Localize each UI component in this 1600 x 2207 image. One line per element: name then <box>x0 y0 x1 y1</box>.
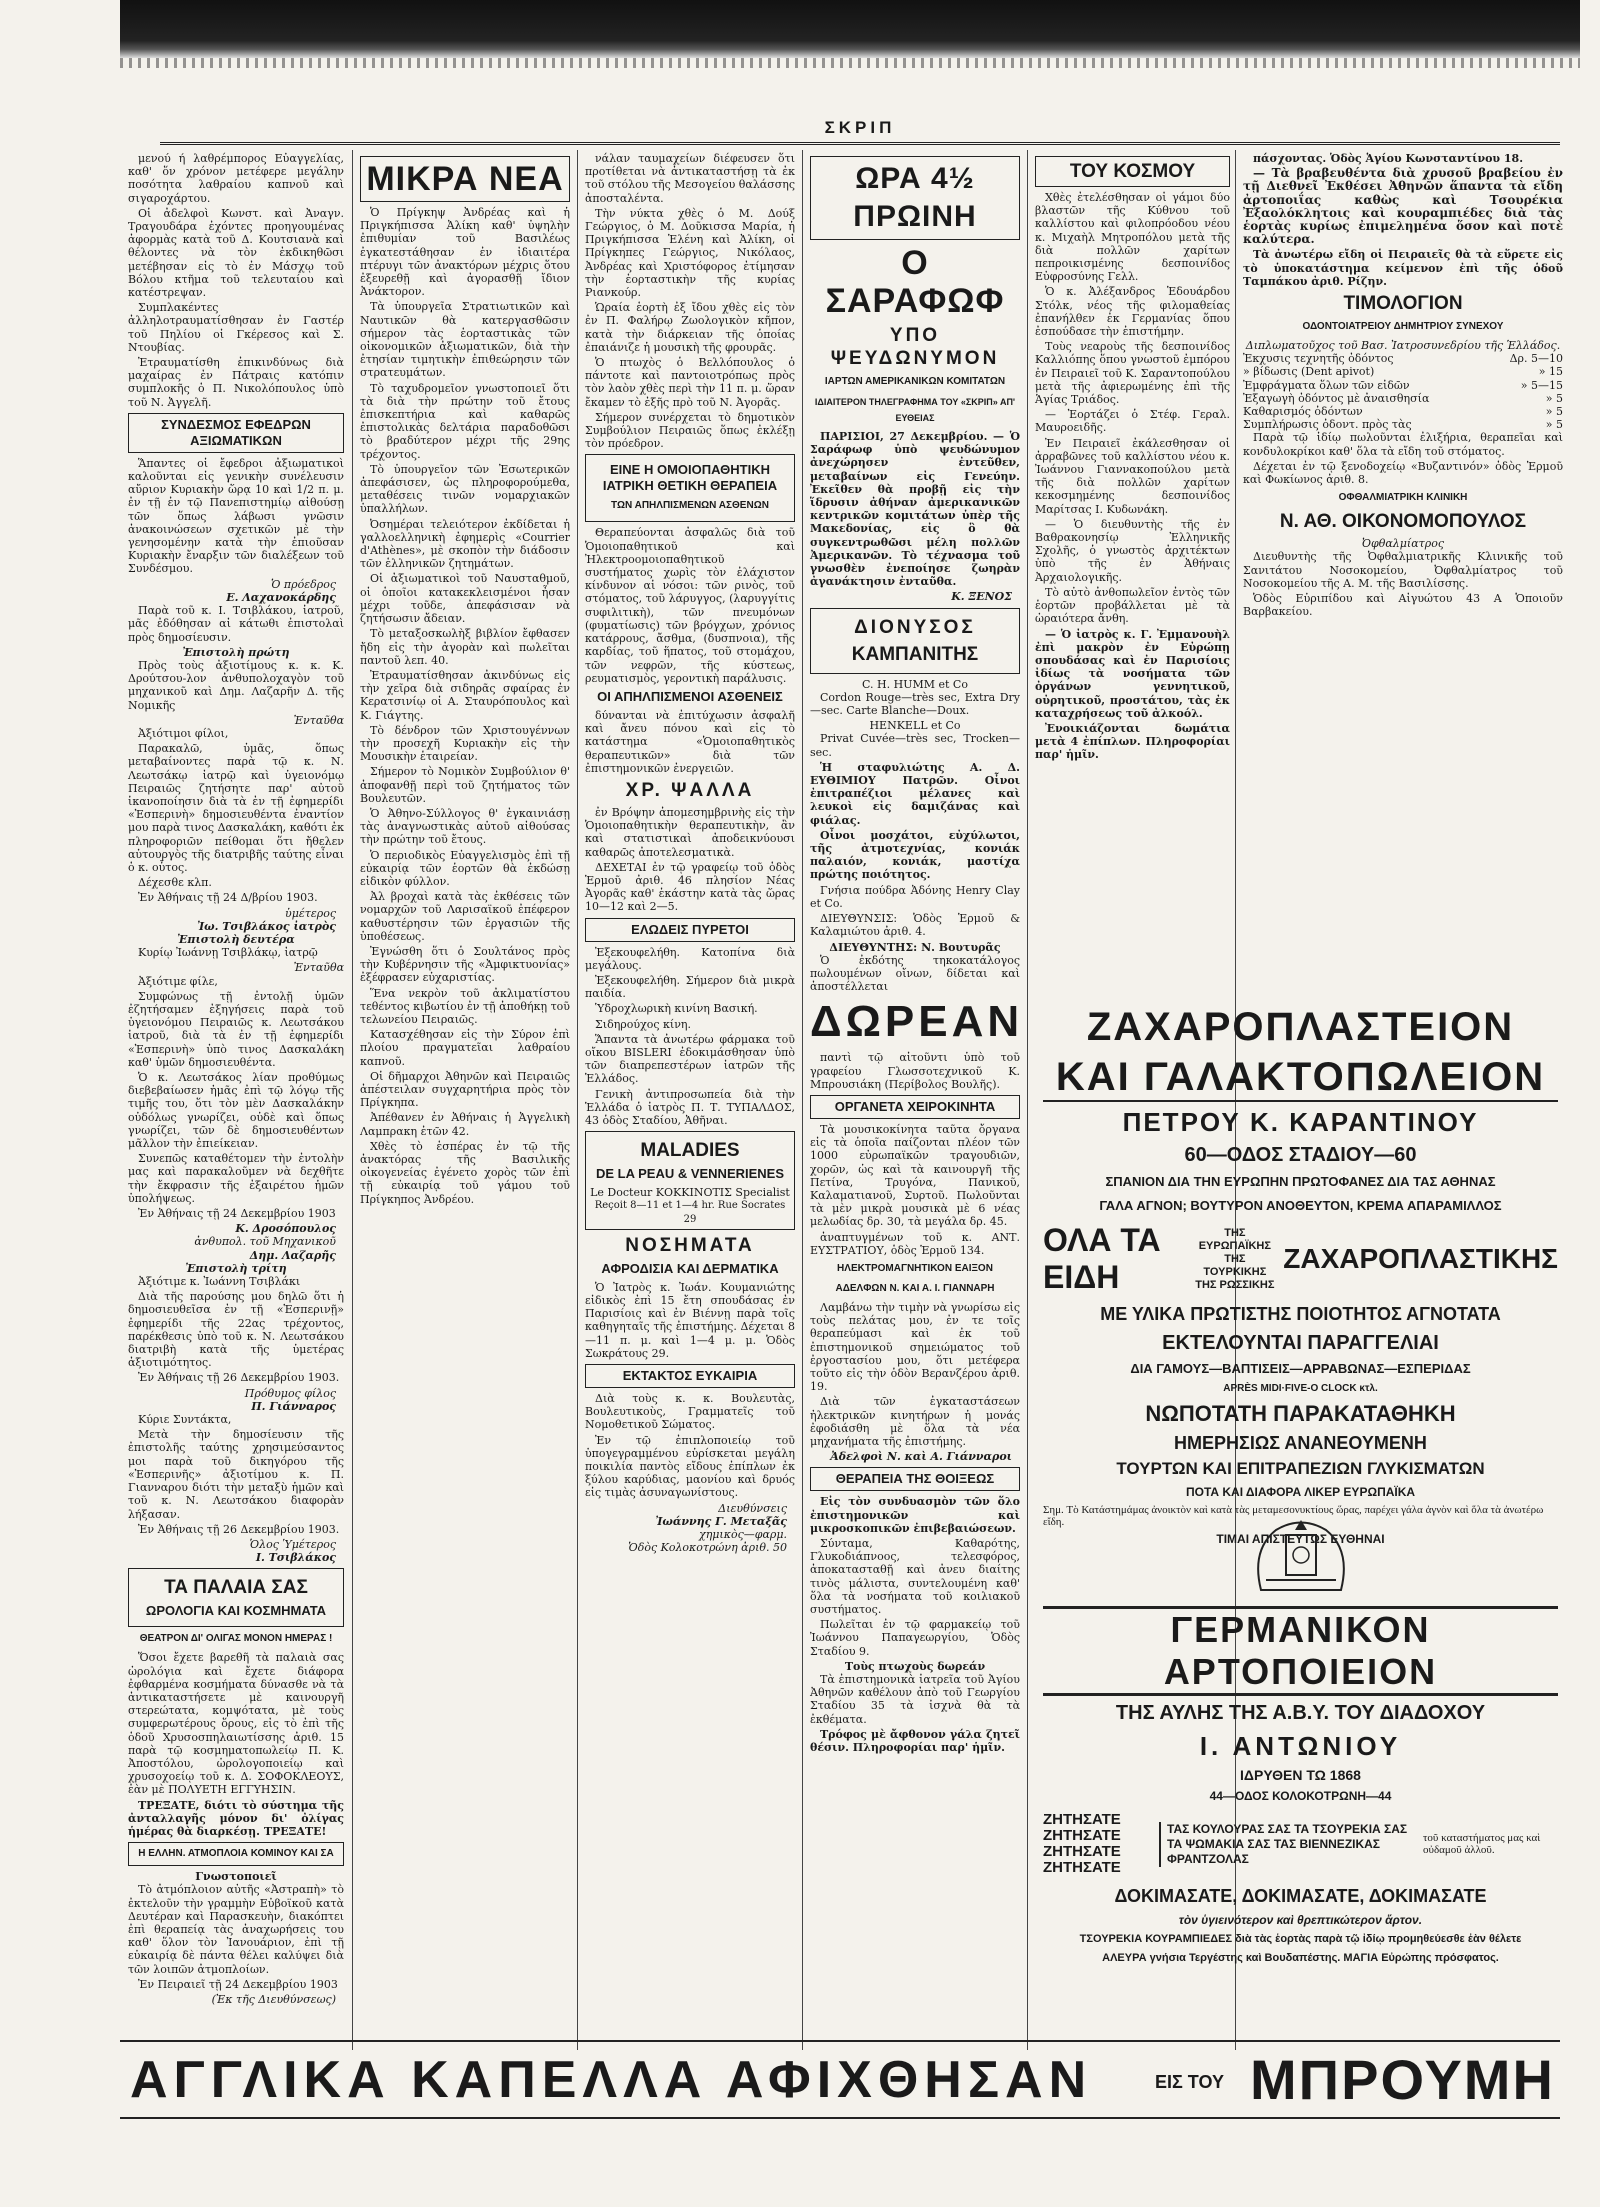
section-title: ΩΡΑ 4½ ΠΡΩΙΝΗ <box>810 156 1020 240</box>
ad-heading: ΖΑΧΑΡΟΠΛΑΣΤΙΚΗΣ <box>1283 1243 1558 1274</box>
ad-heading: DE LA PEAU & VENNERIENES <box>595 1166 785 1182</box>
paragraph: Κυρίῳ Ἰωάννῃ Τσιβλάκῳ, ἰατρῷ <box>138 946 318 960</box>
column-5 <box>1035 152 1230 992</box>
ad-heading: ΔΙΟΝΥΣΟΣ <box>854 616 976 638</box>
paragraph: Ὁ ἐκδότης τηκοκατάλογος πωλουμένων οἴνων, δίδεται καὶ ἀποστέλλεται <box>810 953 1020 994</box>
paragraph: ΤΡΕΞΑΤΕ, διότι τὸ σύστημα τῆς ἀνταλλαγῆς μόνον δι' ὀλίγας ἡμέρας θὰ διαρκέσῃ. ΤΡΕΞΑΤΕ! <box>128 1798 344 1838</box>
paragraph: Μετὰ τὴν δημοσίευσιν τῆς ἐπιστολῆς ταύτης χρησιμεύσαντος μοι παρὰ τοῦ δικηγόρου τῆς «Ἑσπερινῆς» ἀξιοτίμου κ. Π. Γιανναρου διότι τὴν μεταξὺ ἡμῶν καὶ τοῦ κ. Ν. Λεωτσάκου διαφορὰν λήξασαν. <box>128 1428 344 1521</box>
ad-heading: ΚΑΙ ΓΑΛΑΚΤΟΠΩΛΕΙΟΝ <box>1043 1054 1558 1102</box>
ad-heading: ΕΚΤΕΛΟΥΝΤΑΙ ΠΑΡΑΓΓΕΛΙΑΙ <box>1162 1332 1439 1354</box>
price-item: Συμπλήρωσις ὀδοντ. πρὸς τὰς <box>1243 418 1412 432</box>
paragraph: Τὰ ἐπιστημονικὰ ἰατρεῖα τοῦ Ἀγίου Ἀθηνῶν καθέλουν ἀπὸ τοῦ Γεωργίου Σταδίου 35 τὰ ἰσχνὰ θὰ τὰ ἐκθέματα. <box>810 1673 1020 1726</box>
ad-heading: ΤΩΝ ΑΠΗΛΠΙΣΜΕΝΩΝ ΑΣΘΕΝΩΝ <box>611 500 769 512</box>
paragraph: Οἱ ἀδελφοὶ Κωνστ. καὶ Ἀναγν. Τραγουδάρα ἐχόντες προηγουμένας ἀφορμὰς κατὰ τοῦ Δ. Κουτσιανὰ καὶ θέλοντες νὰ τὸν ἐκδικηθῶσι μετέβησαν εἰς τὸ ἐν Μάσχῳ τοῦ Βόλου κτῆμα τοῦ τελευταίου καὶ κατέστρεψαν. <box>128 206 344 300</box>
ad-heading: ΤΑΣ ΚΟΥΛΟΥΡΑΣ ΣΑΣ ΤΑ ΤΣΟΥΡΕΚΙΑ ΣΑΣ ΤΑ ΨΩΜΑΚΙΑ ΣΑΣ ΤΑΣ ΒΙΕΝΝΕΖΙΚΑΣ ΦΡΑΝΤΖΟΛΑΣ <box>1159 1822 1417 1867</box>
text-line: Ἐνταῦθα <box>293 961 344 975</box>
text-line: Τοὺς πτωχοὺς δωρεάν <box>844 1659 986 1673</box>
ad-heading: ΣΠΑΝΙΟΝ ΔΙΑ ΤΗΝ ΕΥΡΩΠΗΝ ΠΡΩΤΟΦΑΝΕΣ ΔΙΑ ΤΑΣ ΑΘΗΝΑΣ <box>1105 1174 1496 1189</box>
paragraph: Συνεπῶς καταθέτομεν τὴν ἐντολὴν μας καὶ παρακαλοῦμεν νὰ δεχθῆτε τὴν ἔκφρασιν τῆς ἐξαιρέτου ἡμῶν ὑπολήψεως. <box>128 1152 344 1205</box>
paragraph: Παρακαλῶ, ὑμᾶς, ὅπως μεταβαίνοντες παρὰ τῷ κ. Ν. Λεωτσάκῳ ἰατρῷ καὶ ὑγειονόμῳ Πειραιῶς ζητήσητε παρ' αὐτοῦ ἱκανοποίησιν διὰ τὰ ἐν τῇ ἐφημερίδι «Ἑσπερινὴ» δημοσιευθέντα ἐναντίον μου παρὰ τινος Δασκαλάκη, καθότι ἐκ πληροφοριῶν πείθομαι ὅτι ἤθελεν αὐτουργὸς τῆς διατριβῆς ταύτης εἶναι ὁ κ. οὗτος. <box>128 742 344 874</box>
paragraph: Ὁ Πρίγκηψ Ἀνδρέας καὶ ἡ Πριγκήπισσα Ἀλίκη καθ' ὑψηλὴν ἐπιθυμίαν τοῦ Βασιλέως ἐγκατεστάθησαν ἐν ἰδιαιτέρα πτέρυγι τῶν ἀνακτόρων μέχρις ὅτου ἐξευρεθῇ καὶ ἀγορασθῇ ἴδιον Ἀνάκτορον. <box>360 206 570 299</box>
ad-heading: ΕΚΤΑΚΤΟΣ ΕΥΚΑΙΡΙΑ <box>585 1364 795 1388</box>
paragraph: Ἐν τῷ ἐπιπλοποιείῳ τοῦ ὑπογεγραμμένου εὑρίσκεται μεγάλη ποικιλία παντὸς εἴδους ἐπίπλων ἐκ ξύλου καρύδιας, μαονίου καὶ δρυός εἰς τιμὰς ἀσυναγωνίστους. <box>585 1433 795 1500</box>
text-line: Ἐνταῦθα <box>293 713 344 727</box>
paragraph: Κύριε Συντάκτα, <box>138 1413 232 1427</box>
ad-heading: ΓΑΛΑ ΑΓΝΟΝ; ΒΟΥΤΥΡΟΝ ΑΝΟΘΕΥΤΟΝ, ΚΡΕΜΑ ΑΠΑΡΑΜΙΛΛΟΣ <box>1099 1198 1502 1213</box>
banner-mid-text: ΕΙΣ ΤΟΥ <box>1155 2072 1224 2092</box>
signature: Ε. Λαχανοκάρδης <box>226 590 336 604</box>
paragraph: νάλαν ταυμαχείων διέφευσεν ὅτι προτίθεται νὰ ἀντικαταστήσῃ τὰ ἐκ τοῦ στόλου τῆς Μεσογείου θαλάσσης ἀποσταλέντα. <box>585 152 795 205</box>
paragraph: Ἐν Πειραιεῖ ἐκάλεσθησαν οἱ ἀρραβῶνες τοῦ καλλίστου νέου κ. Ἰωάννου Γιαννακοπούλου μετὰ τῆς διὰ πολλῶν χαρίτων κεκοσμημένης δεσποινίδος Μαρίτσας Ι. Κυδωνάκη. <box>1035 436 1230 516</box>
paragraph: Τὰ μουσικοκίνητα ταῦτα ὄργανα εἰς τὰ ὁποῖα παίζονται πλέον τῶν 1000 εὐρωπαϊκῶν τραγουδιῶν, χορῶν, ὡς καὶ τὰ καινουργῆ τῆς Πετίνα, Τρυγόνα, Πανικοῦ, Καλαματιανοῦ, Συρτοῦ. Πωλοῦνται τὰ μὲν μικρὰ μουσικὰ μὲ 6 νέας μελωδίας δρ. 30, τὰ μεγάλα δρ. 45. <box>810 1122 1020 1229</box>
paragraph: Σύνταμα, Καθαρότης, Γλυκοδιάπνοος, τελεσφόρος, ἀποκατασταθῇ καὶ ἀνευ διαίτης τινὸς μάλιστα, συντελουμένη καθ' ὅλα τὰ νοσήματα τοῦ κοιλιακοῦ συστήματος. <box>810 1537 1020 1617</box>
paragraph: Τὸ ταχυδρομεῖον γνωστοποιεῖ ὅτι τὰ διὰ τὴν πρώτην τοῦ ἔτους ἐπισκεπτήρια καὶ καθαρῶς ἐπιστολικὰς δελτάρια παραδοθῶσι τὸ βραδύτερον μέχρι τῆς 29ης τρέχοντος. <box>360 381 570 461</box>
crest-icon <box>1043 1510 1558 1600</box>
ad-heading: ΔΟΚΙΜΑΣΑΤΕ, ΔΟΚΙΜΑΣΑΤΕ, ΔΟΚΙΜΑΣΑΤΕ <box>1114 1886 1487 1906</box>
text-line: Le Docteur ΚΟΚΚΙΝΟΤΙΣ Specialist <box>590 1186 790 1200</box>
ad-heading: ΗΛΕΚΤΡΟΜΑΓΝΗΤΙΚΟΝ ΕΑΙΞΟΝ <box>837 1262 993 1274</box>
paragraph: Κατασχέθησαν εἰς τὴν Σύρον ἐπὶ πλοίου πραγματεῖαι λαθραίου καπνοῦ. <box>360 1028 570 1068</box>
ad-heading: ΔΙΑ ΓΑΜΟΥΣ—ΒΑΠΤΙΣΕΙΣ—ΑΡΡΑΒΩΝΑΣ—ΕΣΠΕΡΙΔΑΣ <box>1130 1361 1471 1376</box>
subheading: Ἐπιστολὴ τρίτη <box>185 1261 287 1275</box>
price-row <box>1243 405 1563 418</box>
paragraph: Τὸ ὑπουργεῖον τῶν Ἐσωτερικῶν ἀπεφάσισεν, ὡς πληροφορούμεθα, μεταθέσεις τινῶν νομαρχιακῶν ὑπαλλήλων. <box>360 462 570 516</box>
price-item: Ἐμφράγματα ὅλων τῶν εἰδῶν <box>1243 378 1410 392</box>
ad-heading: ΤΙΜΟΛΟΓΙΟΝ <box>1343 293 1463 315</box>
paragraph: Ὁ περιοδικὸς Εὐαγγελισμὸς ἐπὶ τῇ εὐκαιρίᾳ τῶν ἑορτῶν θὰ ἐκδώσῃ εἰδικὸν φύλλον. <box>360 848 570 888</box>
price-row <box>1243 352 1563 365</box>
paragraph: Δέχεται ἐν τῷ ξενοδοχείῳ «Βυζαντινόν» ὁδὸς Ἑρμοῦ καὶ Φωκίωνος ἀριθ. 8. <box>1243 459 1563 487</box>
headline: ΙΑΡΤΩΝ ΑΜΕΡΙΚΑΝΙΚΩΝ ΚΟΜΙΤΑΤΩΝ <box>824 376 1006 387</box>
headline: ΙΔΙΑΙΤΕΡΟΝ ΤΗΛΕΓΡΑΦΗΜΑ ΤΟΥ «ΣΚΡΙΠ» ΑΠ' ΕΥΘΕΙΑΣ <box>814 397 1016 423</box>
ad-heading: MALADIES <box>640 1140 740 1162</box>
ad-heading: ΙΔΡΥΘΕΝ ΤΩ 1868 <box>1240 1767 1361 1783</box>
paragraph: Privat Cuvée—très sec, Trocken—sec. <box>810 732 1020 759</box>
signature: Ὁδὸς Κολοκοτρώνη ἀριθ. 50 <box>628 1541 787 1555</box>
paragraph: μενού ή λαθρέμπορος Εὐαγγελίας, καθ' ὅν χρόνον μετέφερε μεγάλην ποσότητα λαθραίου καπνοῦ καὶ σιγαροχάρτου. <box>128 152 344 205</box>
paragraph: Ἀλ βροχαὶ κατὰ τὰς ἐκθέσεις τῶν νομαρχῶν τοῦ Λαρισαϊκοῦ ἐπέφερον καθυστέρησιν τῶν ἐργασιῶν τῆς ὑποθέσεως. <box>360 890 570 943</box>
ad-heading: Ι. ΑΝΤΩΝΙΟΥ <box>1199 1731 1402 1761</box>
paragraph: Ἐγνώσθη ὅτι ὁ Σουλτάνος πρὸς τὴν Κυβέρνησιν τῆς «Ἀμφικτυονίας» ἐξέφρασεν εὐχαριστίας. <box>360 944 570 985</box>
headline: Ο ΣΑΡΑΦΩΦ <box>825 244 1005 320</box>
ad-heading: ΘΕΑΤΡΟΝ ΔΙ' ΟΛΙΓΑΣ ΜΟΝΟΝ ΗΜΕΡΑΣ ! <box>139 1633 333 1645</box>
subheading: Γνωστοποιεῖ <box>195 1870 277 1884</box>
paragraph: Ἐν Πειραιεῖ τῇ 24 Δεκεμβρίου 1903 <box>138 1977 338 1991</box>
paragraph: Ἀξιότιμε κ. Ἰωάννη Τσιβλάκι <box>138 1275 301 1289</box>
signature: Π. Γιάνναρος <box>251 1399 336 1413</box>
ad-heading: τὸν ὑγιεινότερον καὶ θρεπτικώτερον ἄρτον. <box>1178 1913 1423 1927</box>
price-row <box>1243 418 1563 431</box>
price-value: » 15 <box>1538 365 1563 379</box>
ad-heading: ΝΩΠΟΤΑΤΗ ΠΑΡΑΚΑΤΑΘΗΚΗ <box>1145 1401 1456 1426</box>
paragraph: Ὁ κ. Λεωτσάκος λίαν προθύμως διεβεβαίωσεν ἡμᾶς ἐπὶ τῷ λόγῳ τῆς τιμῆς του, ὅτι τὸν μὲν Δασκαλάκην οὐδόλως γνωρίζει, οὐδὲ καὶ ὅπως γνωρίζει, τῶν δὲ δημοσιευθέντων μᾶλλον τὴν ἐπιείκειαν. <box>128 1071 344 1151</box>
paragraph: Ἐν Ἀθήναις τῇ 26 Δεκεμβρίου 1903. <box>138 1371 340 1385</box>
price-item: » βίδωσις (Dent apivot) <box>1243 365 1375 379</box>
ad-heading: ΑΛΕΥΡΑ γνήσια Τεργέστης καὶ Βουδαπέστης. ΜΑΓΙΑ Εὐρώπης πρόσφατος. <box>1102 1952 1499 1964</box>
price-row <box>1243 365 1563 378</box>
column-rule <box>802 150 803 2050</box>
paragraph: Ὡραία ἑορτὴ ἐξ ἴδου χθὲς εἰς τὸν ἐν Π. Φαλήρῳ Ζωολογικὸν κῆπον, κατὰ τὴν διάρκειαν τῆς ὁποίας ἐπαιάνιζε ἡ μουσικὴ τῆς φρουρᾶς. <box>585 301 795 354</box>
paragraph: Λαμβάνω τὴν τιμὴν νὰ γνωρίσω εἰς τοὺς πελάτας μου, ἐν τε τοῖς θεραπεύμασι καὶ ἐκ τοῦ ἐπιστημονικοῦ σημειώματος τοῦ ἐργοστασίου μου, ὅτι μετέφερα τοῦτο εἰς τὴν ὁδὸν Βερανζέρου ἀριθ. 19. <box>810 1300 1020 1394</box>
price-item: Ἐκχυσις τεχνητῆς ὀδόντος <box>1243 352 1394 366</box>
ad-heading: ΩΡΟΛΟΓΙΑ ΚΑΙ ΚΟΣΜΗΜΑΤΑ <box>145 1603 327 1619</box>
paragraph: Σιδηρούχος κίνη. <box>595 1017 691 1031</box>
paragraph: Ἀξιότιμοι φίλοι, <box>138 726 229 740</box>
ad-heading: 44—ΟΔΟΣ ΚΟΛΟΚΟΤΡΩΝΗ—44 <box>1209 1789 1392 1803</box>
paragraph: παντὶ τῷ αἰτοῦντι ὑπὸ τοῦ γραφείου Γλωσσοτεχνικοῦ Κ. Μπρουσιάκη (Περίβολος Βουλῆς). <box>810 1051 1020 1091</box>
paragraph: ἐν Βρόψην ἀπομεσημβρινὴς εἰς τὴν Ὁμοιοπαθητικὴν θεραπευτικὴν, ἂν καὶ στατιστικαὶ ἀποδεικνύουσι καθαρῶς ἀποτελεσματικὰ. <box>585 805 795 859</box>
paragraph: Γνήσια πούδρα Ἀδόνης Henry Clay et Co. <box>810 883 1020 910</box>
paragraph: Πρὸς τοὺς ἀξιοτίμους κ. κ. Κ. Δρούτσου-λον ἀνθυπολοχαγὸν τοῦ μηχανικοῦ καὶ Δημ. Λαζαρῆν Δ. τῆς Νομικῆς <box>128 658 344 712</box>
paragraph: Τὸ δένδρον τῶν Χριστουγέννων τὴν προσεχῆ Κυριακὴν εἰς τὴν Μουσικὴν ἑταιρείαν. <box>360 723 570 764</box>
signature: Ι. Τσιβλάκος <box>255 1551 336 1565</box>
paragraph: Γενικὴ ἀντιπροσωπεία διὰ τὴν Ἑλλάδα ὁ ἰατρὸς Π. Τ. ΤΥΠΑΛΔΟΣ, 43 ὁδὸς Σταδίου, Ἀθῆναι. <box>585 1087 795 1127</box>
column-rule <box>352 150 353 2050</box>
ad-heading: ΤΟΥΡΤΩΝ ΚΑΙ ΕΠΙΤΡΑΠΕΖΙΩΝ ΓΛΥΚΙΣΜΑΤΩΝ <box>1116 1459 1485 1478</box>
signature: ἀνθυπολ. τοῦ Μηχανικοῦ <box>194 1235 336 1249</box>
paragraph: Ἀξιότιμε φίλε, <box>138 974 218 988</box>
ad-heading: ΕΙΝΕ Η ΟΜΟΙΟΠΑΘΗΤΙΚΗ ΙΑΤΡΙΚΗ ΘΕΤΙΚΗ ΘΕΡΑΠΕΙΑ <box>602 462 778 494</box>
ad-row <box>1043 1222 1558 1296</box>
paragraph: Ἐν Ἀθήναις τῇ 24 Δεκεμβρίου 1903 <box>138 1207 336 1221</box>
paragraph: Παρὰ τοῦ κ. Ι. Τσιβλάκου, ἰατροῦ, μᾶς ἐδόθησαν αἱ κάτωθι ἐπιστολαὶ πρὸς δημοσίευσιν. <box>128 604 344 644</box>
paragraph: Ὁ Ἀθηνο-Σύλλογος θ' ἐγκαινιάσῃ τὰς ἀναγνωστικὰς αὐτοῦ αἰθούσας τὴν πρώτην τοῦ ἔτους. <box>360 806 570 847</box>
column-2 <box>360 152 570 2032</box>
paragraph: Συμπλακέντες ἀλληλοτραυματίσθησαν ἐν Γαστέρ τοῦ Πηλίου οἱ Γκέρεσος καὶ Σ. Ντουβίας. <box>128 301 344 354</box>
text-line: Ὀφθαλμίατρος <box>1362 537 1444 551</box>
column-4 <box>810 152 1024 2032</box>
paragraph: Σημ. Τὸ Κατάστημάμας ἀνοικτὸν καὶ κατὰ τὰς μεταμεσονυκτίους ὥρας, παρέχει γάλα ἀγνὸν καὶ ὅλα τὰ ἀνωτέρω εἴδη. <box>1043 1504 1544 1528</box>
confectionery-ad <box>1043 1000 1558 1546</box>
price-value: Δρ. 5—10 <box>1509 352 1563 366</box>
paragraph: Θεραπεύονται ἀσφαλῶς διὰ τοῦ Ὁμοιοπαθητικοῦ καὶ Ἠλεκτροομοιοπαθητικοῦ συστήματος χωρὶς τὸν ἐλάχιστον κίνδυνον αἱ νόσοι: τῶν ρινὸς, τοῦ στόματος, τοῦ λάρυγγος, (λαρυγγίτις συφιλιτικὴ), τῶν πνευμόνων (φυματίωσις) τῶν βρόγχων, χρόνιος κατάρρους, ἄσθμα, (δυσπνοια), τῆς καρδίας, τοῦ ἥπατος, τοῦ στομάχου, τῶν νεφρῶν, τῆς κύστεως, ρευματισμὸς, γεροντικὴ παράλυσις. <box>585 526 795 685</box>
ad-heading: ΖΗΤΗΣΑΤΕ ΖΗΤΗΣΑΤΕ ΖΗΤΗΣΑΤΕ ΖΗΤΗΣΑΤΕ <box>1043 1811 1121 1876</box>
headline: ΔΩΡΕΑΝ <box>810 997 1024 1047</box>
paragraph: Ὁδὸς Εὐριπίδου καὶ Αἰγυώτου 43 Α Ὁποιοῦν Βαρβακείου. <box>1243 592 1563 619</box>
price-value: » 5 <box>1545 405 1563 419</box>
ad-heading: ΤΙΜΑΙ ΑΠΙΣΤΕΥΤΩΣ ΕΥΘΗΝΑΙ <box>1216 1532 1385 1546</box>
ad-heading: APRÈS MIDI·FIVE-O CLOCK κτλ. <box>1223 1383 1378 1394</box>
section-title: ΜΙΚΡΑ ΝΕΑ <box>360 156 570 202</box>
paragraph: Ἐν Ἀθήναις τῇ 26 Δεκεμβρίου 1903. <box>138 1522 340 1536</box>
scan-top-band <box>120 0 1580 58</box>
paragraph: Τὸ μεταξοσκωλὴξ βιβλίον ἔφθασεν ἤδη εἰς τὴν ἀγορὰν καὶ πωλεῖται παντοῦ λεπ. 40. <box>360 627 570 667</box>
signature: ὑμέτερος <box>285 906 336 920</box>
paragraph: ΠΑΡΙΣΙΟΙ, 27 Δεκεμβρίου. — Ὁ Σαράφωφ ὑπὸ ψευδώνυμον ἀνεχώρησεν ἐντεῦθεν, μεταβαίνων εἰς Γενεύην. Ἐκεῖθεν θὰ προβῇ εἰς τὴν ἵδρυσιν ἀθήναν ἀμερικανικῶν κεντρικῶν κομιτάτων ὑπὲρ τῆς Μακεδονίας, εἰς ὃ θὰ συγκεντρωθῶσι μέλη πολλῶν Ἀμερικανῶν. Τὸ τέχνασμα τοῦ γνωσθὲν ἐνεποίησε ζωηρὰν ἀγανάκτησιν ἐνταῦθα. <box>810 430 1020 589</box>
paragraph: Τοὺς νεαροὺς τῆς δεσποινίδος Καλλιόπης ὅπου γνωστοῦ ἐμπόρου ἐν Πειραιεῖ τοῦ Κ. Σαραντοπούλου μετὰ τῆς ἀφιερωμένης ἐπὶ τῆς Ἁγίας Τριάδος. <box>1035 340 1230 407</box>
ad-heading: ΟΔΟΝΤΟΙΑΤΡΕΙΟΥ ΔΗΜΗΤΡΙΟΥ ΣΥΝΕΧΟΥ <box>1302 321 1504 333</box>
section-title: ΤΟΥ ΚΟΣΜΟΥ <box>1035 156 1230 187</box>
section-heading: ΣΥΝΔΕΣΜΟΣ ΕΦΕΔΡΩΝ ΑΞΙΩΜΑΤΙΚΩΝ <box>128 413 344 453</box>
signature: χημικὸς—φαρμ. <box>699 1528 787 1542</box>
paragraph: — Ὁ ἰατρὸς κ. Γ. Ἐμμανουὴλ ἐπὶ μακρὸν ἐν Εὐρώπῃ σπουδάσας καὶ ἐν Παρισίοις ἰδίως τὰ νοσήματα τῶν ὀργάνων γεννητικοῦ, οὐρητικοῦ, προστάτου, τὰς ἐκ καταχρήσεως τοῦ ἀλκοόλ. <box>1035 627 1230 720</box>
paragraph: Ὁ πτωχὸς ὁ Βελλόπουλος ὁ πάντοτε καὶ παντοιοτρόπως πρὸς τὸν λαὸν χθὲς περὶ τὴν 11 π. μ. ὥραν ἔκαμεν τὸ ἐξῆς πρὸ τοῦ Ν. Ἀγορᾶς. <box>585 356 795 409</box>
paragraph: Οἱ δῆμαρχοι Ἀθηνῶν καὶ Πειραιῶς ἀπέστειλαν συγχαρητήρια πρὸς τὸν Πρίγκηπα. <box>360 1069 570 1110</box>
paragraph: Διευθυντὴς τῆς Ὀφθαλμιατρικῆς Κλινικῆς τοῦ Σανιτάτου Νοσοκομείου, Ὀφθαλμίατρος τοῦ Νοσοκομείου τῆς Α. Μ. τῆς Βασιλίσσης. <box>1243 550 1563 590</box>
paragraph: Χθὲς ἐτελέσθησαν οἱ γάμοι δύο βλαστῶν τῆς Κύθνου τοῦ καλλίστου καὶ φιλοπρόοδου νέου κ. Μιχαὴλ Μητροπόλου μετὰ τῆς διὰ πολλῶν χαρίτων πεπροικισμένης δεσποινίδος Εὐφροσύνης Γελλ. <box>1035 191 1230 284</box>
ad-heading: ΤΗΣ ΑΥΛΗΣ ΤΗΣ Α.Β.Υ. ΤΟΥ ΔΙΑΔΟΧΟΥ <box>1115 1702 1486 1724</box>
signature: Διευθύνσεις <box>718 1501 787 1515</box>
column-1 <box>128 152 344 2032</box>
paragraph: Ἀπέθανεν ἐν Ἀθήναις ἡ Ἀγγελικὴ Λαμπρακη ἐτῶν 42. <box>360 1111 570 1138</box>
subheading: Ἐπιστολὴ πρώτη <box>182 645 290 659</box>
signature: Ἀδελφοὶ Ν. καὶ Α. Γιάνναροι <box>830 1450 1012 1464</box>
paragraph: Ὑδροχλωρικὴ κινίνη Βασική. <box>595 1002 758 1016</box>
paragraph: Δέχεσθε κλπ. <box>138 876 212 890</box>
paragraph: Διὰ τῶν ἐγκαταστάσεων ἠλεκτρικῶν κινητήρων ἡ μονάς ἐφοδιάσθη μὲ ὅλα τὰ νέα μηχανήματα τῆς ἐπιστήμης. <box>810 1395 1020 1448</box>
signature: Κ. Δροσόπουλος <box>235 1222 336 1236</box>
paragraph: πάσχοντας. Ὁδὸς Ἁγίου Κωνσταντίνου 18. <box>1253 152 1524 165</box>
paragraph: Ἐτραυματίσθη ἐπικινδύνως διὰ μαχαίρας ἐν Πάτραις κατόπιν συμπλοκῆς ὁ Π. Νικολόπουλος ὑπὸ τοῦ Ν. Ἀγγελῆ. <box>128 356 344 409</box>
paragraph: Οἱ ἀξιωματικοὶ τοῦ Ναυσταθμοῦ, οἱ ὁποῖοι κατακεκλεισμένοι ἦσαν μέχρι τοῦδε, ἀπεφάσισαν νὰ ζητήσωσιν ἄδειαν. <box>360 572 570 626</box>
paragraph: Ἐνοικιάζονται δωμάτια μετὰ 4 ἐπίπλων. Πληροφορίαι παρ' ἡμῖν. <box>1035 721 1230 762</box>
paragraph: Διὰ τῆς παρούσης μου δηλῶ ὅτι ἡ δημοσιευθεῖσα ἐν τῇ «Ἑσπερινῇ» ἐφημερίδι τῆς 22ας τρέχοντος, παρέκθεσις ὑπὸ τοῦ κ. Ν. Λεωτσάκου διατριβὴ κατὰ τῆς ὑμετέρας ἀξιοτιμότητος. <box>128 1290 344 1370</box>
signature: Ὁ πρόεδρος <box>270 577 336 591</box>
paragraph: Τὸ ἀτμόπλοιον αὐτῆς «Ἀστραπὴ» τὸ ἐκτελοῦν τὴν γραμμὴν Εὐβοϊκοῦ κατὰ Δευτέραν καὶ Παρασκευὴν, διακόπτει ἐπὶ θεραπείᾳ τὰς ἀναχωρήσεις του καθ' ὅλον τὸν Ἰανουάριον, ἐπὶ τῇ εὐκαιρίᾳ δὲ πάντα θέλει καλύψει διὰ τῶν λοιπῶν ἀτμοπλοίων. <box>128 1883 344 1976</box>
paragraph: Ἕνα νεκρὸν τοῦ ἀκλιματίστου τεθέντος κιβωτίου ἐν τῇ ἀποθήκῃ τοῦ τελωνείου Πειραιῶς. <box>360 986 570 1026</box>
paragraph: Οἶνοι μοσχάτοι, εὐχύλωτοι, τῆς ἀτμοτεχνίας, κονιάκ παλαιόν, κονιάκ, μαστίχα πρώτης ποιότητος. <box>810 828 1020 882</box>
bakery-ad <box>1043 1500 1558 2030</box>
text-line: τοῦ καταστήματος μας καὶ οὐδαμοῦ ἀλλοῦ. <box>1423 1832 1541 1856</box>
text-line: C. H. HUMM et Co <box>862 677 968 691</box>
paragraph: ἀναπτυγμένων τοῦ κ. ΑΝΤ. ΕΥΣΤΡΑΤΙΟΥ, ὁδὸς Ἑρμοῦ 134. <box>810 1230 1020 1257</box>
ad-heading: Η ΕΛΛΗΝ. ΑΤΜΟΠΛΟΙΑ ΚΟΜΙΝΟΥ ΚΑΙ ΣΑ <box>128 1842 344 1866</box>
paragraph: Τὸ αὐτὸ ἀνθοπωλεῖον ἐντὸς τῶν ἑορτῶν προβάλλεται μὲ τὰ ὡραιότερα ἄνθη. <box>1035 585 1230 626</box>
paragraph: Διὰ τοὺς κ. κ. Βουλευτὰς, Βουλευτικοὺς, Γραμματεῖς τοῦ Νομοθετικοῦ Σώματος. <box>585 1392 795 1432</box>
signature: Ἰω. Τσιβλάκος ἰατρὸς <box>197 919 336 933</box>
ad-heading: ΑΦΡΟΔΙΣΙΑ ΚΑΙ ΔΕΡΜΑΤΙΚΑ <box>601 1260 779 1276</box>
paragraph: Σήμερον τὸ Νομικὸν Συμβούλιον θ' ἀποφανθῇ περὶ τοῦ ζητήματος τῶν Βουλευτῶν. <box>360 765 570 805</box>
paragraph: ΔΙΕΥΘΥΝΣΙΣ: Ὁδὸς Ἑρμοῦ & Καλαμιώτου ἀριθ. 4. <box>810 912 1020 939</box>
paragraph: — Ἐορτάζει ὁ Στέφ. Γεραλ. Μαυροειδῆς. <box>1035 408 1230 435</box>
paragraph: Τὴν νύκτα χθὲς ὁ Μ. Δούξ Γεώργιος, ὁ Μ. Δοῦκισσα Μαρία, ἡ Πριγκήπισσα Ἑλένη καὶ Ἀλίκη, οἱ Πρίγκηπες Γεώργιος, Νικόλαος, Ἀνδρέας καὶ Χριστόφορος ἐτίμησαν τὴν ἑορταστικὴν τῆς κυρίας Ριανκούρ. <box>585 206 795 300</box>
paragraph: Ἡ σταφυλιώτης Α. Δ. ΕΥΘΙΜΙΟΥ Πατρῶν. Οἶνοι ἐπιτραπέζιοι μέλανες καὶ λευκοὶ εἰς δαμιζάνας καὶ φιάλας. <box>810 760 1020 827</box>
ad-heading: ΟΡΓΑΝΕΤΑ ΧΕΙΡΟΚΙΝΗΤΑ <box>810 1095 1020 1119</box>
paragraph: Πωλεῖται ἐν τῷ φαρμακείῳ τοῦ Ἰωάννου Παπαγεωργίου, Ὁδὸς Σταδίου 9. <box>810 1618 1020 1658</box>
banner-right-text: ΜΠΡΟΥΜΗ <box>1250 2048 1555 2111</box>
price-value: » 5—15 <box>1520 378 1563 392</box>
signature: Ἰωάννης Γ. Μεταξᾶς <box>655 1514 787 1528</box>
ad-heading: ΘΕΡΑΠΕΙΑ ΤΗΣ ΘΟΙΞΕΩΣ <box>810 1467 1020 1491</box>
price-row <box>1243 379 1563 392</box>
ad-heading: ΜΕ ΥΛΙΚΑ ΠΡΩΤΙΣΤΗΣ ΠΟΙΟΤΗΤΟΣ ΑΓΝΟΤΑΤΑ <box>1100 1304 1501 1324</box>
column-6 <box>1243 152 1563 992</box>
headline: ΥΠΟ ΨΕΥΔΩΝΥΜΟΝ <box>830 325 1000 369</box>
price-value: » 5 <box>1545 418 1563 432</box>
text-line: Reçoit 8—11 et 1—4 hr. Rue Socrates 29 <box>594 1200 786 1225</box>
text-line: ΔΙΕΥΘΥΝΤΗΣ: Ν. Βουτυρᾶς <box>829 940 1001 954</box>
ad-heading: ΖΑΧΑΡΟΠΛΑΣΤΕΙΟΝ <box>1086 1005 1515 1049</box>
paragraph: Παρὰ τῷ ἰδίῳ πωλοῦνται ἐλιξήρια, θεραπεῖαι καὶ κονδυλοκρίκοι καθ' ὅλα τὰ εἴδη τοῦ στόματος. <box>1243 431 1563 458</box>
paragraph: Ὁ κ. Ἀλέξανδρος Ἑδουάρδου Στόλκ, νέος τῆς φιλομαθείας ἐπανήλθεν ἐκ Γερμανίας ὅπου ἐσπούδασε τὴν ἐπιστήμην. <box>1035 285 1230 339</box>
paragraph: Ἐξεκουφελήθη. Σήμερον διὰ μικρὰ παιδία. <box>585 973 795 1001</box>
text-line: Διπλωματοῦχος τοῦ Βασ. Ἰατροσυνεδρίου τῆς Ἑλλάδος. <box>1245 339 1561 353</box>
ad-heading: ΧΡ. ΨΑΛΛΑ <box>625 779 755 801</box>
ad-heading: ΤΑ ΠΑΛΑΙΑ ΣΑΣ <box>164 1577 308 1599</box>
ad-heading: ΟΛΑ ΤΑ ΕΙΔΗ <box>1043 1222 1161 1295</box>
ad-heading: ΟΦΘΑΛΜΙΑΤΡΙΚΗ ΚΛΙΝΙΚΗ <box>1338 492 1468 504</box>
paragraph: Ἐτραυματίσθησαν ἀκινδύνως εἰς τὴν χεῖρα διὰ σιδηρᾶς σφαίρας ἐν Κερατσινίῳ οἱ Α. Σταυρόπουλος καὶ Κ. Γιάγτης. <box>360 668 570 722</box>
column-rule <box>577 150 578 2050</box>
paragraph: Χθὲς τὸ ἑσπέρας ἐν τῷ τῆς ἀνακτόρας τῆς Βασιλικῆς οἰκογενείας ἐγένετο χορὸς τῶν ἐπὶ τῇ εὐκαιρίᾳ τοῦ γάμου τοῦ Πρίγκηπος Ἀνδρέου. <box>360 1139 570 1206</box>
paragraph: Ἐν Ἀθήναις τῇ 24 Δ/βρίου 1903. <box>138 891 318 905</box>
paragraph: Cordon Rouge—très sec, Extra Dry—sec. Carte Blanche—Doux. <box>810 690 1020 718</box>
paragraph: — Ὁ διευθυντὴς τῆς ἐν Βαθρακονησίῳ Ἐλληνικῆς Σχολῆς, ὁ γνωστὸς ἀρχιτέκτων ὑπὸ τῆς ἐν Ἀθήναις Ἀρχαιολογικῆς. <box>1035 517 1230 584</box>
ad-heading: ΤΣΟΥΡΕΚΙΑ ΚΟΥΡΑΜΠΙΕΔΕΣ διὰ τὰς ἑορτὰς παρὰ τῷ ἰδίῳ προμηθεύεσθε ἐὰν θέλετε <box>1079 1933 1522 1945</box>
paragraph: Τρόφος μὲ ἄφθονον γάλα ζητεῖ θέσιν. Πληροφορίαι παρ' ἡμῖν. <box>810 1727 1020 1755</box>
ad-heading: ΤΗΣ ΕΥΡΩΠΑΪΚΗΣ ΤΗΣ ΤΟΥΡΚΙΚΗΣ ΤΗΣ ΡΩΣΣΙΚΗΣ <box>1195 1226 1275 1291</box>
ad-heading: ΕΛΩΔΕΙΣ ΠΥΡΕΤΟΙ <box>585 918 795 942</box>
ad-heading: Ν. ΑΘ. ΟΙΚΟΝΟΜΟΠΟΥΛΟΣ <box>1279 511 1527 533</box>
ad-heading: ΑΔΕΛΦΩΝ Ν. ΚΑΙ Α. Ι. ΓΙΑΝΝΑΡΗ <box>835 1282 995 1294</box>
paragraph: Ἅπαντες οἱ ἔφεδροι ἀξιωματικοὶ καλοῦνται εἰς γενικὴν συνέλευσιν αὔριον Κυριακὴν ὥρᾳ 10 καὶ 1/2 π. μ. ἐν τῇ ἐν τῷ Πανεπιστημίῳ αἰθούσῃ τῶν ὅπως λάβωσι γνῶσιν ἀνακοινώσεων σχετικῶν μὲ τὴν γενησομένην κατὰ τὴν ἐπιοῦσαν Κυριακὴν ἔναρξιν τῶν διαλέξεων τοῦ Συνδέσμου. <box>128 456 344 576</box>
price-list <box>1243 352 1563 431</box>
ad-heading: ΟΙ ΑΠΗΛΠΙΣΜΕΝΟΙ ΑΣΘΕΝΕΙΣ <box>597 688 783 704</box>
masthead-name: ΣΚΡΙΠ <box>824 118 896 137</box>
ad-heading: ΓΕΡΜΑΝΙΚΟΝ ΑΡΤΟΠΟΙΕΙΟΝ <box>1043 1606 1558 1696</box>
masthead <box>160 118 1560 145</box>
paragraph: Ὅσοι ἔχετε βαρεθῆ τὰ παλαιὰ σας ὡρολόγια καὶ ἔχετε διάφορα ἐφθαρμένα κοσμήματα δύνασθε νὰ τὰ ἀντικαταστήσετε μὲ καινουργῆ στερεώτατα, κομψότατα, μὲ τοὺς συμφερωτέρους ὅρους, εἰς τὸ ἐπὶ τῆς ὁδοῦ Χρυσοσπηλαιωτίσσης ἀριθ. 15 παρὰ τῷ κοσμηματοπωλείῳ Π. Κ. Ἀποστόλου, ὡρολογοποιείῳ καὶ χρυσοχοείῳ τοῦ κ. Δ. ΣΟΦΟΚΛΕΟΥΣ, ἐὰν μὲ ΠΟΛΥΕΤΗ ΕΓΓΥΗΣΙΝ. <box>128 1651 344 1797</box>
paragraph: Εἰς τὸν συνδυασμὸν τῶν ὅλο ἐπιστημονικῶν καὶ μικροσκοπικῶν ἐπιβεβαιώσεων. <box>810 1495 1020 1535</box>
bottom-banner <box>120 2040 1560 2119</box>
column-3 <box>585 152 795 2032</box>
paragraph: Ἐξεκουφελήθη. Κατοπίνα διὰ μεγάλους. <box>585 945 795 972</box>
signature: Ὁλος Ὑμέτερος <box>249 1537 336 1551</box>
price-row <box>1243 392 1563 405</box>
paragraph: — Τὰ βραβευθέντα διὰ χρυσοῦ βραβείου ἐν τῇ Διεθνεῖ Ἐκθέσει Ἀθηνῶν ἅπαντα τὰ εἴδη ἀρτοποιΐας καθὼς καὶ Τσουρέκια Ἐξαολόκλητοις καὶ κουραμπιέδες διὰ τὰς ἑορτὰς κυρίως ἐπιμελημένα ὅσον καὶ ποτὲ καλύτερα. <box>1243 166 1563 247</box>
paragraph: Ὁ Ἰατρὸς κ. Ἰωάν. Κουμανιώτης εἰδικὸς ἐπὶ 15 ἔτη σπουδάσας ἐν Παρισίοις καὶ ἐν Βιέννῃ παρὰ τοῖς καθηγηταῖς τῆς ἐπιστήμης. Δέχεται 8—11 π. μ. καὶ 1—4 μ. μ. Ὁδὸς Σωκράτους 29. <box>585 1280 795 1360</box>
signature: Δημ. Λαζαρῆς <box>249 1248 336 1262</box>
banner-left-text: ΑΓΓΛΙΚΑ ΚΑΠΕΛΛΑ ΑΦΙΧΘΗΣΑΝ <box>130 2051 1093 2109</box>
paragraph: Σήμερον συνέρχεται τὸ δημοτικὸν Συμβούλιον Πειραιῶς ὅπως ἐκλέξῃ τὸν πρόεδρον. <box>585 410 795 451</box>
text-line: HENKELL et Co <box>869 719 961 733</box>
paragraph: Τὰ ὑπουργεῖα Στρατιωτικῶν καὶ Ναυτικῶν θὰ κατεργασθῶσιν σήμερον τὰς ἑορταστικὰς τῶν οἰκονομικῶν ἀξιωματικῶν, διὰ τὴν ἐτησίαν τιμητικὴν ἐπιθεώρησιν τῶν στρατευμάτων. <box>360 300 570 380</box>
signature: (Ἐκ τῆς Διευθύνσεως) <box>211 1992 336 2006</box>
ad-heading: ΝΟΣΗΜΑΤΑ <box>625 1234 755 1256</box>
paragraph: Συμφώνως τῇ ἐντολῇ ὑμῶν ἐζητήσαμεν ἐξηγήσεις παρὰ τοῦ ὑγειονόμου Πειραιῶς κ. Λεωτσάκου ἰατροῦ, διὰ τὰ ἐν τῇ ἐφημερίδι «Ἑσπερινὴ» ὑπὸ τινος Δασκαλάκη καθ' ὑμῶν δημοσιευθέντα. <box>128 989 344 1069</box>
ad-heading: 60—ΟΔΟΣ ΣΤΑΔΙΟΥ—60 <box>1184 1144 1417 1166</box>
ad-heading: ΗΜΕΡΗΣΙΩΣ ΑΝΑΝΕΟΥΜΕΝΗ <box>1174 1433 1427 1453</box>
signature: Κ. ΞΕΝΟΣ <box>951 590 1012 604</box>
paragraph: Ἅπαντα τὰ ἀνωτέρω φάρμακα τοῦ οἴκου BISLERI ἐδοκιμάσθησαν ὑπὸ τῶν διαπρεπεστέρων ἰατρῶν τῆς Ἑλλάδος. <box>585 1032 795 1086</box>
paragraph: ΔΕΧΕΤΑΙ ἐν τῷ γραφείῳ τοῦ ὁδὸς Ἑρμοῦ ἀριθ. 46 πλησίον Νέας Ἀγορᾶς καθ' ἑκάστην κατὰ τὰς ὥρας 10—12 καὶ 2—5. <box>585 860 795 914</box>
price-item: Καθαρισμός ὀδόντων <box>1243 405 1363 419</box>
ad-heading: ΠΟΤΑ ΚΑΙ ΔΙΑΦΟΡΑ ΛΙΚΕΡ ΕΥΡΩΠΑΪΚΑ <box>1185 1485 1416 1499</box>
ad-row <box>1043 1812 1558 1876</box>
subheading: Ἐπιστολὴ δευτέρα <box>177 932 295 946</box>
paragraph: δύνανται νὰ ἐπιτύχωσιν ἀσφαλῆ καὶ ἄνευ πόνου καὶ εἰς τὸ κατάστημα «Ὁμοιοπαθητικὸς θεραπευτικῶν» διὰ τῶν ἐπιστημονικῶν ἐνεργειῶν. <box>585 708 795 775</box>
ad-heading: ΚΑΜΠΑΝΙΤΗΣ <box>851 643 979 665</box>
paragraph: Ὀσημέραι τελειότερον ἐκδίδεται ἡ γαλλοελληνικὴ ἐφημερὶς «Courrier d'Athènes», μὲ σκοπὸν τὴν διάδοσιν τῶν ἑλληνικῶν ζητημάτων. <box>360 517 570 571</box>
price-item: Ἐξαγωγὴ ὀδόντος μὲ ἀναισθησία <box>1243 391 1430 405</box>
signature: Πρόθυμος φίλος <box>244 1386 336 1400</box>
column-rule <box>1027 150 1028 2050</box>
ad-heading: ΠΕΤΡΟΥ Κ. ΚΑΡΑΝΤΙΝΟΥ <box>1122 1107 1479 1137</box>
price-value: » 5 <box>1545 391 1563 405</box>
paragraph: Τὰ ἀνωτέρω εἴδη οἱ Πειραιεῖς θὰ τὰ εὕρετε εἰς τὸ ὑποκατάστημα κείμενον ἐπὶ τῆς ὁδοῦ Ταμπάκου ἀριθ. Ρίζην. <box>1243 248 1563 288</box>
